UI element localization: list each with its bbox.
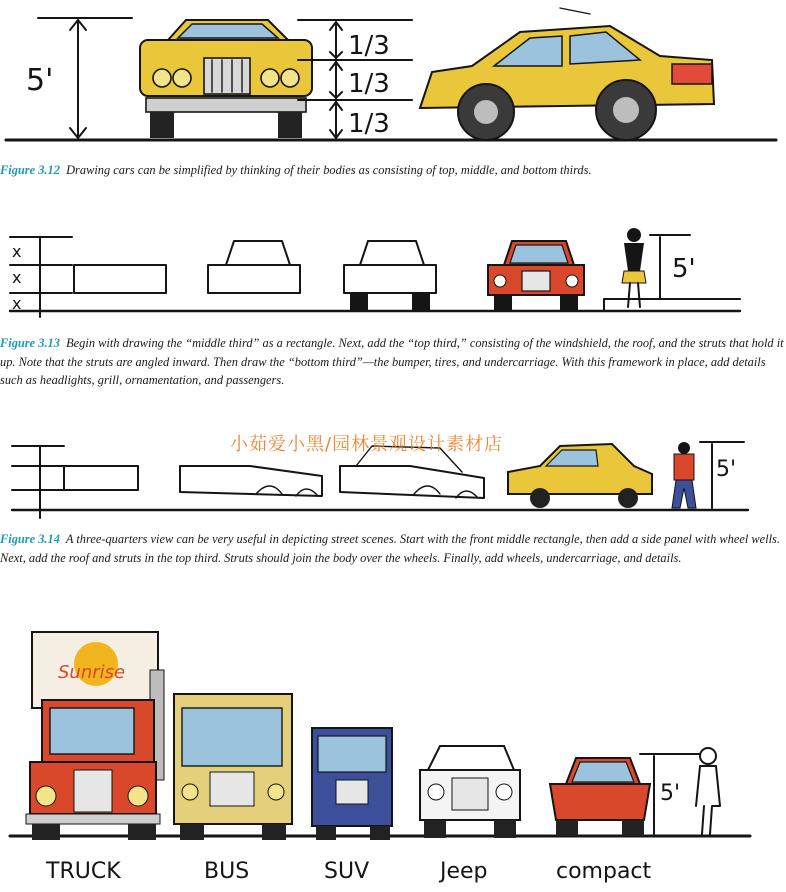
x-label-2: x	[12, 268, 22, 287]
truck-drawing	[26, 632, 164, 840]
bus-drawing	[174, 694, 292, 840]
suv-drawing	[312, 728, 392, 840]
third-label-top: 1/3	[348, 31, 390, 61]
x-label-3: x	[12, 294, 22, 313]
third-label-bottom: 1/3	[348, 109, 390, 139]
figure-3-13-sketch	[0, 225, 786, 321]
caption-3-12	[0, 161, 786, 180]
caption-3-13	[0, 334, 786, 390]
vehicle-label-compact: compact	[556, 859, 652, 884]
x-label-1: x	[12, 242, 22, 261]
watermark: 小茹爱小黑/园林景观设计素材店	[230, 434, 504, 455]
figure-number: Figure 3.12	[0, 163, 60, 177]
jeep-drawing	[420, 746, 520, 838]
truck-sign: Sunrise	[58, 662, 126, 683]
height-label-513: 5'	[672, 254, 696, 284]
car-side-view	[420, 8, 714, 140]
vehicle-label-jeep: Jeep	[440, 859, 488, 884]
caption-text: A three-quarters view can be very useful in depicting street scenes. Start with the front middle rectangle, then add a side panel with wheel wells. Next, add the roof and struts in the top third. Struts should join the body over the wheels. Finally, add wheels, undercarriage, and details.	[0, 532, 780, 565]
caption-text: Drawing cars can be simplified by thinking of their bodies as consisting of top, middle, and bottom thirds.	[66, 163, 592, 177]
vehicle-types-sketch	[0, 620, 786, 892]
height-label-vehicles: 5'	[660, 781, 681, 806]
caption-text: Begin with drawing the “middle third” as a rectangle. Next, add the “top third,” consisting of the windshield, the roof, and the struts that hold it up. Note that the struts are angled inward. Then draw the “bottom third”—the bumper, tires, and undercarriage. With this framework in place, add details such as headlights, grill, ornamentation, and passengers.	[0, 336, 784, 388]
vehicle-label-suv: SUV	[324, 859, 370, 884]
vehicle-label-truck: TRUCK	[46, 859, 121, 884]
compact-drawing	[550, 758, 650, 836]
figure-number: Figure 3.14	[0, 532, 60, 546]
height-label-512: 5'	[26, 63, 54, 98]
height-label-514: 5'	[716, 457, 737, 482]
car-front-view	[140, 20, 312, 138]
third-label-middle: 1/3	[348, 69, 390, 99]
figure-3-12-sketch	[0, 0, 786, 160]
vehicle-label-bus: BUS	[204, 859, 250, 884]
caption-3-14	[0, 530, 786, 567]
figure-number: Figure 3.13	[0, 336, 60, 350]
